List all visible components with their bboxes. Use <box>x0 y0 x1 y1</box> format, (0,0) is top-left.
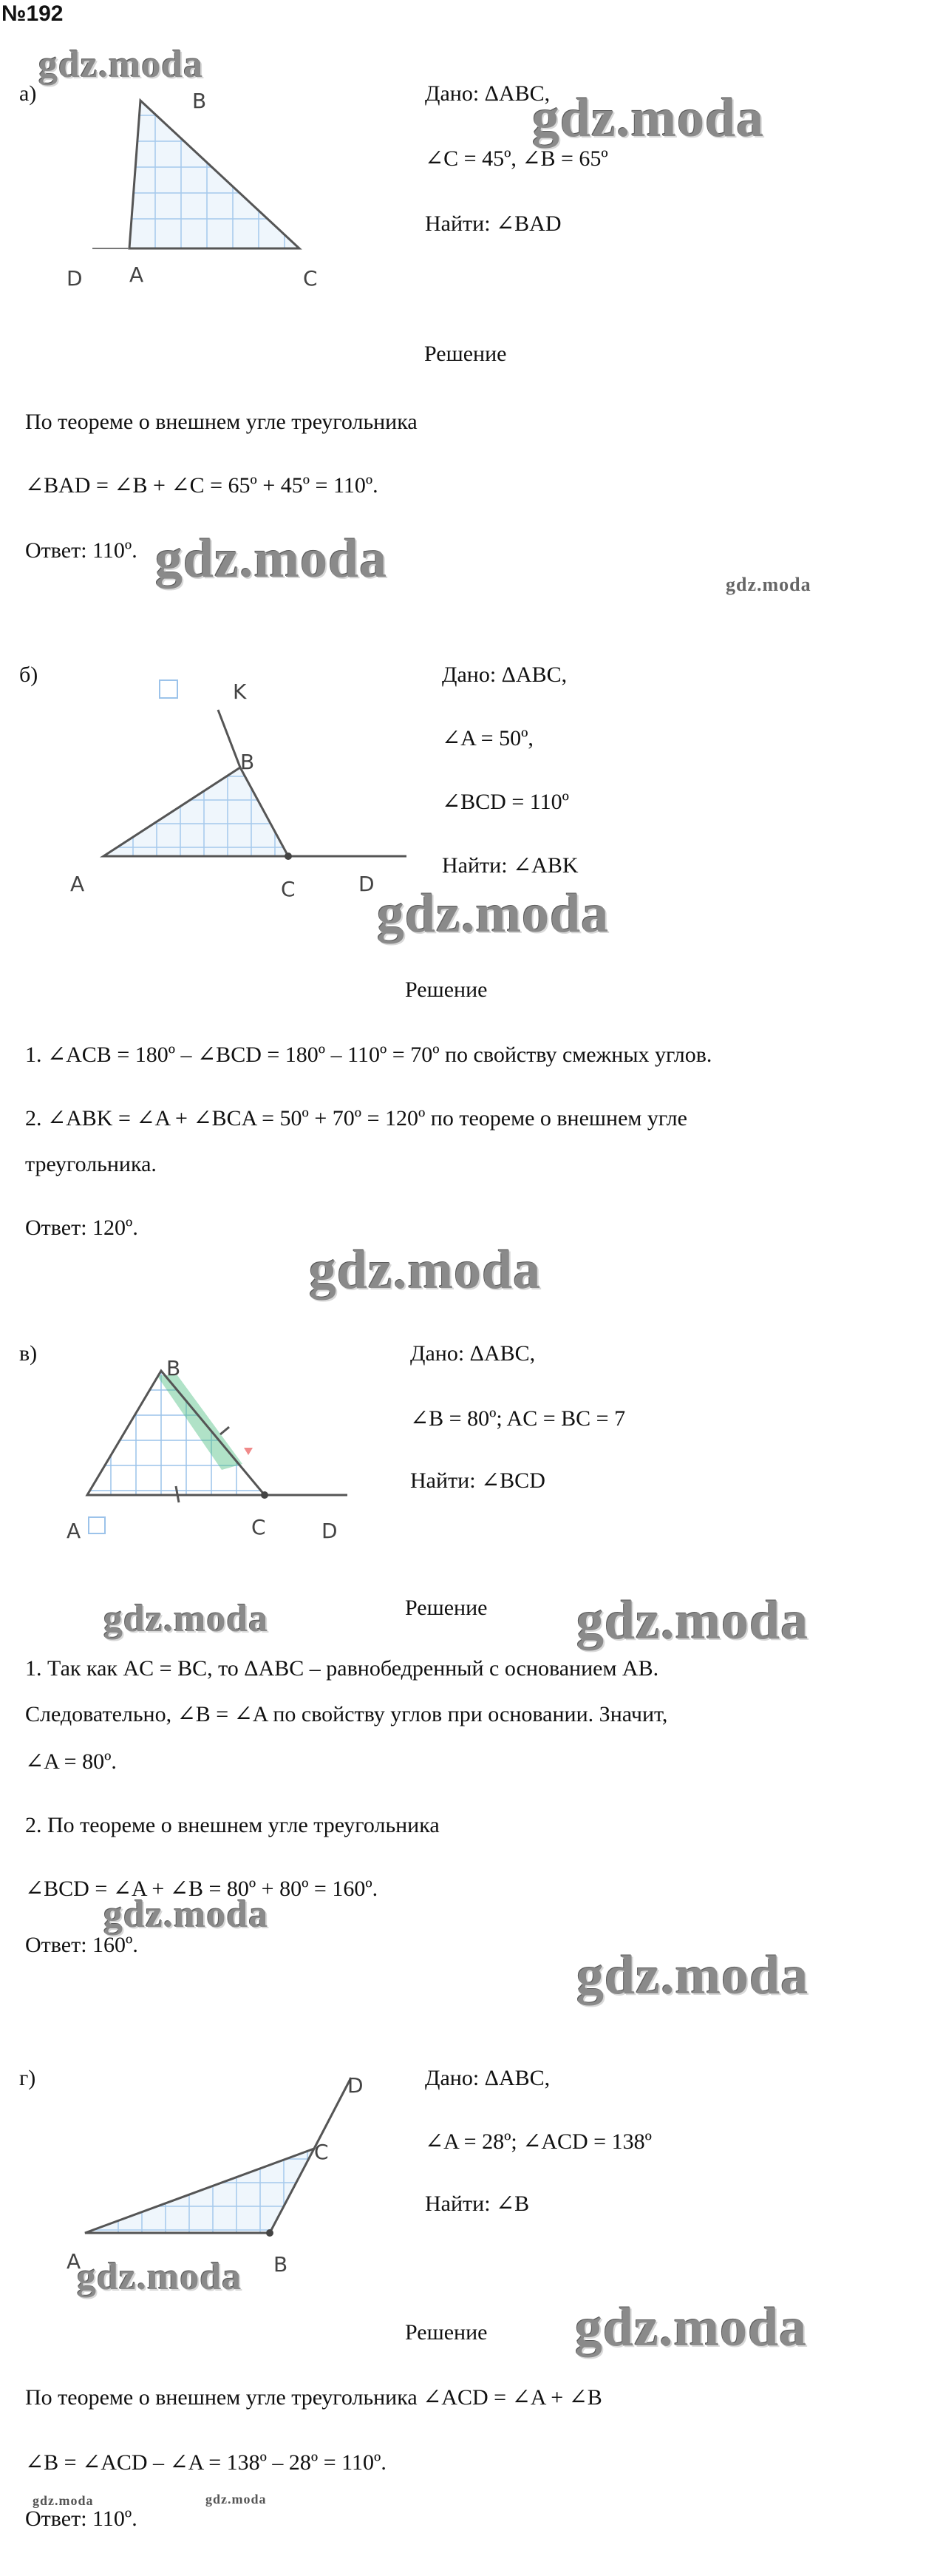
part-d-step-1: По теореме о внешнем угле треугольника ∠ACD = ∠A + ∠B <box>25 2385 602 2410</box>
watermark: gdz.moda <box>205 2492 267 2506</box>
watermark: gdz.moda <box>532 88 765 149</box>
part-d-solution-header: Решение <box>405 2320 488 2345</box>
fig-b-label-d: D <box>358 872 375 896</box>
part-c-label: в) <box>19 1341 38 1366</box>
part-a-step-2: ∠BAD = ∠B + ∠C = 65º + 45º = 110º. <box>25 473 378 498</box>
part-b-step-3: треугольника. <box>25 1152 157 1176</box>
part-d-given-1: Дано: ΔABC, <box>425 2066 551 2090</box>
part-b-label: б) <box>19 662 38 687</box>
problem-number: №192 <box>1 1 64 26</box>
part-b-given-1: Дано: ΔABC, <box>442 662 568 687</box>
part-b-solution-header: Решение <box>405 977 488 1002</box>
fig-b-label-c: C <box>281 877 296 901</box>
part-c-step-2: Следовательно, ∠B = ∠A по свойству углов при основании. Значит, <box>25 1702 668 1726</box>
part-c-solution-header: Решение <box>405 1596 488 1620</box>
fig-a-label-c: C <box>303 266 318 291</box>
part-a-label: а) <box>19 81 37 106</box>
part-d-given-2: ∠A = 28º; ∠ACD = 138º <box>425 2129 652 2154</box>
part-d-step-2: ∠B = ∠ACD – ∠A = 138º – 28º = 110º. <box>25 2450 387 2475</box>
fig-b-label-a: A <box>70 872 85 896</box>
fig-b-label-k: K <box>233 679 247 704</box>
fig-a-label-a: A <box>129 262 144 287</box>
part-b-given-3: ∠BCD = 110º <box>442 790 569 814</box>
part-c-given-2: ∠B = 80º; AC = BC = 7 <box>410 1406 626 1431</box>
part-d-find: Найти: ∠B <box>425 2192 530 2216</box>
part-b-find: Найти: ∠ABK <box>442 853 579 878</box>
part-c-step-1: 1. Так как AC = BC, то ΔABC – равнобедренный с основанием AB. <box>25 1656 659 1681</box>
watermark: gdz.moda <box>103 1894 269 1936</box>
part-b-given-2: ∠A = 50º, <box>442 726 534 750</box>
watermark: gdz.moda <box>33 2493 94 2508</box>
part-a-given-2: ∠C = 45º, ∠B = 65º <box>425 146 608 171</box>
watermark: gdz.moda <box>77 2256 242 2298</box>
watermark: gdz.moda <box>377 884 610 944</box>
fig-d-label-a: A <box>67 2249 81 2274</box>
part-a-answer: Ответ: 110º. <box>25 538 137 563</box>
part-c-step-3: ∠A = 80º. <box>25 1749 117 1774</box>
part-c-step-5: ∠BCD = ∠A + ∠B = 80º + 80º = 160º. <box>25 1877 378 1901</box>
part-b-figure <box>67 665 406 917</box>
watermark: gdz.moda <box>309 1240 542 1301</box>
part-a-step-1: По теореме о внешнем угле треугольника <box>25 410 418 434</box>
part-c-find: Найти: ∠BCD <box>410 1468 545 1493</box>
part-c-given-1: Дано: ΔABC, <box>410 1341 536 1366</box>
watermark: gdz.moda <box>726 574 811 595</box>
part-b-step-1: 1. ∠ACB = 180º – ∠BCD = 180º – 110º = 70º по свойству смежных углов. <box>25 1043 712 1067</box>
watermark: gdz.moda <box>38 44 204 86</box>
part-b-answer: Ответ: 120º. <box>25 1216 138 1240</box>
watermark: gdz.moda <box>576 1945 809 2006</box>
fig-c-label-b: B <box>166 1356 181 1380</box>
fig-c-label-d: D <box>321 1519 338 1543</box>
watermark: gdz.moda <box>575 2297 808 2358</box>
watermark: gdz.moda <box>576 1590 809 1651</box>
part-a-solution-header: Решение <box>424 342 507 366</box>
watermark: gdz.moda <box>155 529 388 589</box>
fig-b-label-b: B <box>240 750 255 774</box>
fig-c-label-c: C <box>251 1515 266 1539</box>
watermark: gdz.moda <box>103 1598 269 1640</box>
fig-d-label-c: C <box>314 2140 329 2164</box>
part-c-step-4: 2. По теореме о внешнем угле треугольника <box>25 1813 440 1837</box>
part-a-figure <box>52 71 377 300</box>
part-c-figure <box>67 1323 362 1545</box>
fig-a-label-d: D <box>67 266 83 291</box>
fig-d-label-b: B <box>273 2252 288 2277</box>
part-b-step-2: 2. ∠ABK = ∠A + ∠BCA = 50º + 70º = 120º по теореме о внешнем угле <box>25 1106 687 1131</box>
fig-d-label-d: D <box>347 2073 364 2098</box>
part-d-answer: Ответ: 110º. <box>25 2506 137 2531</box>
fig-c-label-a: A <box>67 1519 81 1543</box>
part-d-label: г) <box>19 2066 36 2090</box>
part-a-given-1: Дано: ΔABC, <box>425 81 551 106</box>
part-a-find: Найти: ∠BAD <box>425 211 562 236</box>
part-c-answer: Ответ: 160º. <box>25 1933 138 1957</box>
fig-a-label-b: B <box>192 89 207 113</box>
